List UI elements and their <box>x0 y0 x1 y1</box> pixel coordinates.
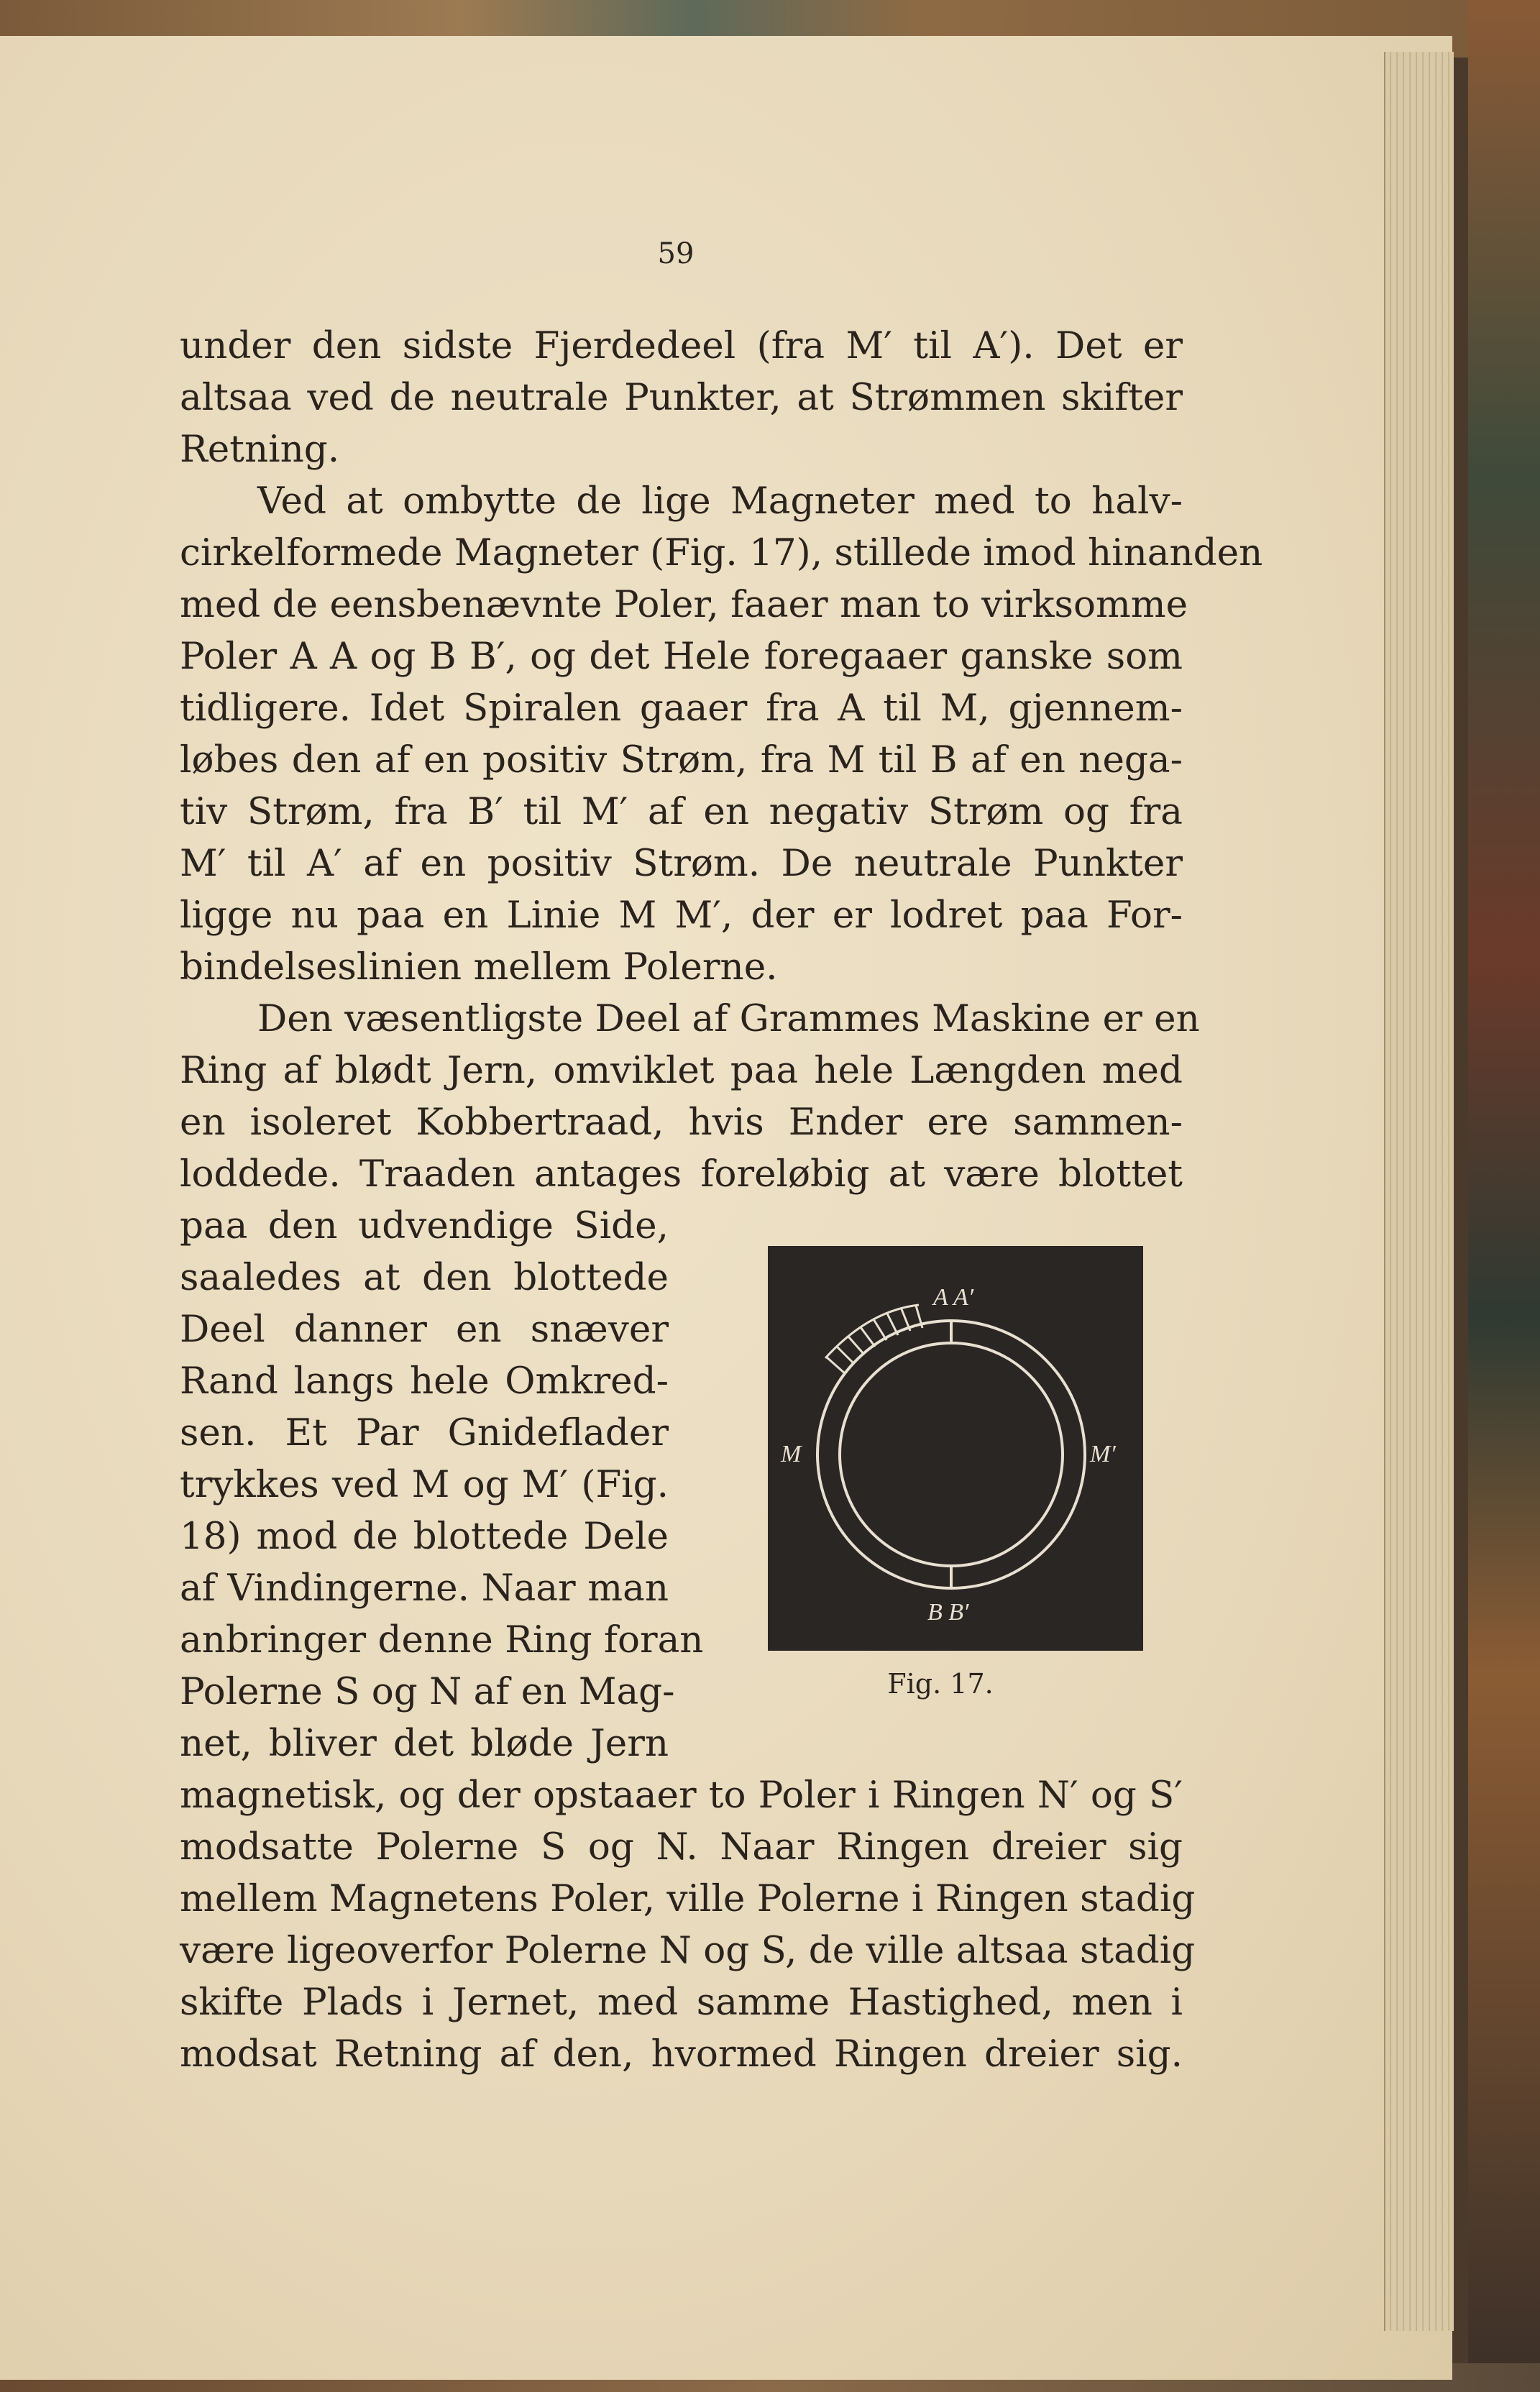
inner-ring <box>840 1343 1063 1566</box>
text-line: Polerne S og N af en Mag- <box>180 1670 675 1713</box>
text-line: med de eensbenævnte Poler, faaer man to virksomme <box>180 583 1188 626</box>
text-line: net, bliver det bløde Jern <box>180 1722 669 1765</box>
wire-windings <box>825 1305 922 1374</box>
paragraph-1 <box>180 320 1183 475</box>
text-line: saaledes at den blottede <box>180 1256 669 1299</box>
text-line: Den væsentligste Deel af Grammes Maskine er en <box>257 997 1200 1040</box>
label-m: M <box>781 1441 802 1467</box>
figure-17-ring-diagram <box>768 1246 1143 1651</box>
text-line: Ved at ombytte de lige Magneter med to halv- <box>257 480 1183 523</box>
text-line: paa den udvendige Side, <box>180 1204 669 1247</box>
text-line: cirkelformede Magneter (Fig. 17), stillede imod hinanden <box>180 531 1263 574</box>
page-edges <box>1384 52 1454 2331</box>
text-line: en isoleret Kobbertraad, hvis Ender ere sammen- <box>180 1101 1183 1144</box>
paragraph-2 <box>180 475 1263 993</box>
text-line: tidligere. Idet Spiralen gaaer fra A til M, gjennem- <box>180 687 1183 730</box>
text-line: sen. Et Par Gnideflader <box>180 1411 669 1454</box>
text-line: loddede. Traaden antages foreløbig at være blottet <box>180 1153 1183 1196</box>
text-line: modsat Retning af den, hvormed Ringen dreier sig. <box>180 2033 1183 2076</box>
ring-diagram-svg <box>768 1246 1143 1651</box>
label-aa: A A′ <box>933 1284 974 1311</box>
text-line: ligge nu paa en Linie M M′, der er lodret paa For- <box>180 894 1183 937</box>
text-line: være ligeoverfor Polerne N og S, de ville altsaa stadig <box>180 1929 1196 1972</box>
text-line: Poler A A og B B′, og det Hele foregaaer ganske som <box>180 635 1183 678</box>
label-bb: B B′ <box>927 1599 969 1626</box>
outer-ring <box>817 1321 1085 1588</box>
text-line: mellem Magnetens Poler, ville Polerne i Ringen stadig <box>180 1877 1196 1920</box>
paragraph-3-wrap <box>180 1200 704 1769</box>
text-line: under den sidste Fjerdedeel (fra M′ til A′). Det er <box>180 324 1183 367</box>
text-line: anbringer denne Ring foran <box>180 1618 704 1662</box>
text-line: løbes den af en positiv Strøm, fra M til B af en nega- <box>180 738 1183 782</box>
text-line: 18) mod de blottede Dele <box>180 1515 669 1558</box>
label-m-prime: M′ <box>1090 1441 1116 1467</box>
text-line: modsatte Polerne S og N. Naar Ringen dreier sig <box>180 1825 1183 1869</box>
book-cover-right <box>1468 0 1540 2392</box>
text-line: skifte Plads i Jernet, med samme Hastighed, men i <box>180 1981 1183 2024</box>
text-line: magnetisk, og der opstaaer to Poler i Ringen N′ og S′ <box>180 1774 1183 1817</box>
text-line: Deel danner en snæver <box>180 1308 669 1351</box>
text-line: Rand langs hele Omkred- <box>180 1360 669 1403</box>
text-line: Ring af blødt Jern, omviklet paa hele Længden med <box>180 1049 1183 1092</box>
text-line: trykkes ved M og M′ (Fig. <box>180 1463 669 1506</box>
paragraph-3 <box>180 993 1200 1200</box>
text-line: tiv Strøm, fra B′ til M′ af en negativ Strøm og fra <box>180 790 1183 833</box>
text-line: Retning. <box>180 428 340 471</box>
text-line: altsaa ved de neutrale Punkter, at Strømmen skifter <box>180 376 1183 419</box>
text-line: af Vindingerne. Naar man <box>180 1567 669 1610</box>
figure-caption: Fig. 17. <box>887 1668 994 1700</box>
page-number: 59 <box>657 237 695 270</box>
paragraph-3-continued <box>180 1769 1196 2080</box>
text-line: M′ til A′ af en positiv Strøm. De neutrale Punkter <box>180 842 1183 885</box>
text-line: bindelseslinien mellem Polerne. <box>180 945 778 989</box>
